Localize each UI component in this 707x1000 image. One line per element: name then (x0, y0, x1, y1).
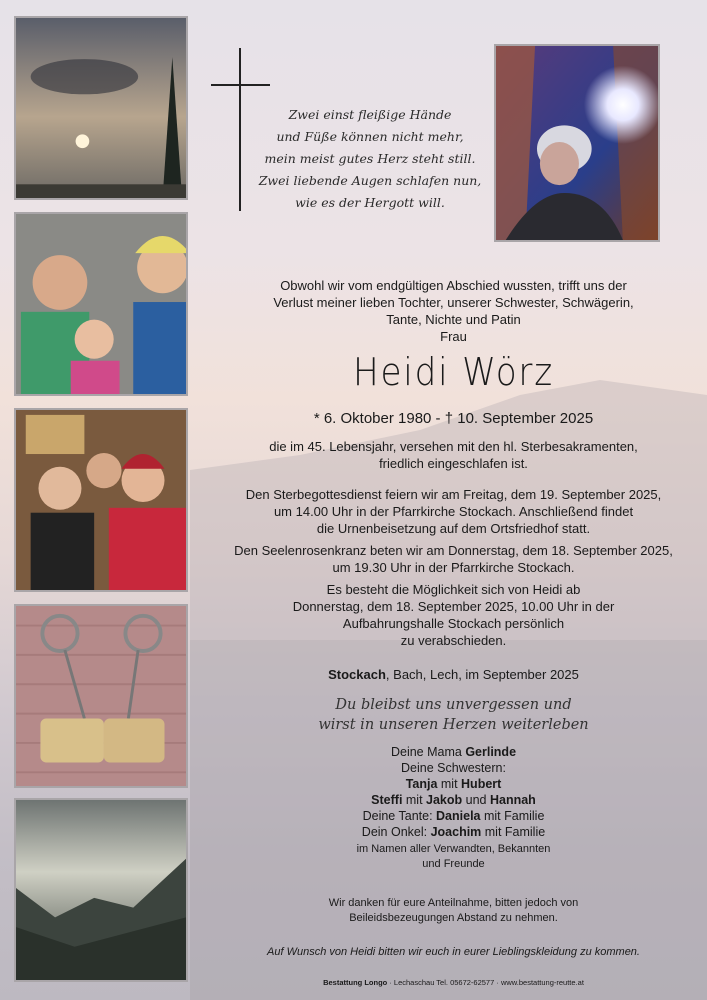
place-date (200, 666, 707, 683)
place-rest: , Bach, Lech, im September 2025 (385, 667, 579, 682)
funeral-line: Den Sterbegottesdienst feiern wir am Freitag, dem 19. September 2025, (245, 487, 662, 502)
family-name: Jakob (426, 793, 463, 807)
motto-line: Du bleibst uns unvergessen und (335, 697, 572, 713)
photo-three-women-indoor (14, 408, 188, 592)
cross-icon-bar (211, 84, 270, 86)
life-line: die im 45. Lebensjahr, versehen mit den hl. Sterbesakramenten, (269, 439, 638, 454)
photo-puzzle-keychains (14, 604, 188, 788)
funeral-line: die Urnenbeisetzung auf dem Ortsfriedhof statt. (316, 521, 591, 536)
poem-line: Zwei liebende Augen schlafen nun, (258, 173, 482, 188)
photo-family-selfie-outdoor (14, 212, 188, 396)
family-sister-2 (200, 792, 707, 808)
family-name: Hubert (461, 777, 502, 791)
family-aunt (200, 808, 707, 824)
viewing-text (200, 581, 707, 649)
wish-text: Auf Wunsch von Heidi bitten wir euch in eurer Lieblingskleidung zu kommen. (267, 946, 640, 958)
intro-line: Tante, Nichte und Patin (386, 312, 521, 327)
family-sisters-label: Deine Schwestern: (401, 761, 506, 775)
family-name: Steffi (371, 793, 403, 807)
intro-text (200, 277, 707, 345)
portrait-photo (494, 44, 660, 242)
poem-line: und Füße können nicht mehr, (276, 129, 464, 144)
family-others: im Namen aller Verwandten, Bekannten (356, 843, 551, 855)
family-connector: mit (402, 793, 427, 807)
photo-sunset-sky (14, 16, 188, 200)
cross-icon (239, 48, 241, 211)
footer (200, 978, 707, 987)
poem-line: Zwei einst fleißige Hände (288, 107, 452, 122)
motto (200, 695, 707, 735)
family-name: Hannah (489, 793, 536, 807)
viewing-line: Es besteht die Möglichkeit sich von Heidi ab (326, 582, 581, 597)
thanks-line: Wir danken für eure Anteilnahme, bitten jedoch von (328, 897, 579, 909)
thanks-line: Beileidsbezeugungen Abstand zu nehmen. (349, 912, 558, 924)
family-suffix: mit Familie (481, 825, 546, 839)
funeral-line: um 14.00 Uhr in der Pfarrkirche Stockach. Anschließend findet (273, 504, 634, 519)
intro-line: Frau (440, 329, 467, 344)
poem-line: mein meist gutes Herz steht still. (264, 151, 476, 166)
rosary-line: Den Seelenrosenkranz beten wir am Donnerstag, dem 18. September 2025, (234, 543, 673, 558)
life-dates: * 6. Oktober 1980 - † 10. September 2025 (313, 410, 594, 427)
intro-line: Obwohl wir vom endgültigen Abschied wussten, trifft uns der (280, 278, 627, 293)
viewing-line: Donnerstag, dem 18. September 2025, 10.00 Uhr in der (292, 599, 615, 614)
footer-details: · Lechaschau Tel. 05672-62577 · www.bestattung-reutte.at (387, 978, 584, 987)
family-suffix: mit Familie (480, 809, 545, 823)
intro-line: Verlust meiner lieben Tochter, unserer Schwester, Schwägerin, (273, 295, 634, 310)
family-sister-1 (200, 776, 707, 792)
funeral-text (200, 486, 707, 537)
rosary-text (200, 542, 707, 576)
poem (255, 104, 485, 214)
family-list (200, 744, 707, 872)
family-connector: mit (437, 777, 462, 791)
family-connector: und (462, 793, 490, 807)
family-label: Deine Mama (390, 745, 466, 759)
family-label: Deine Tante: (362, 809, 437, 823)
deceased-name: Heidi Wörz (352, 350, 555, 394)
viewing-line: zu verabschieden. (400, 633, 507, 648)
family-name: Gerlinde (465, 745, 517, 759)
motto-line: wirst in unseren Herzen weiterleben (318, 717, 589, 733)
life-line: friedlich eingeschlafen ist. (379, 456, 528, 471)
family-name: Tanja (405, 777, 438, 791)
family-name: Joachim (430, 825, 482, 839)
viewing-line: Aufbahrungshalle Stockach persönlich (342, 616, 565, 631)
poem-line: wie es der Hergott will. (295, 195, 445, 210)
family-uncle (200, 824, 707, 840)
life-text (200, 438, 707, 472)
footer-company: Bestattung Longo (323, 978, 388, 987)
family-name: Daniela (436, 809, 481, 823)
place-name: Stockach (328, 667, 386, 682)
family-others: und Freunde (422, 858, 485, 870)
photo-mountain-valley (14, 798, 188, 982)
rosary-line: um 19.30 Uhr in der Pfarrkirche Stockach. (332, 560, 575, 575)
family-label: Dein Onkel: (361, 825, 431, 839)
thanks-text (200, 896, 707, 926)
family-mama (200, 744, 707, 760)
